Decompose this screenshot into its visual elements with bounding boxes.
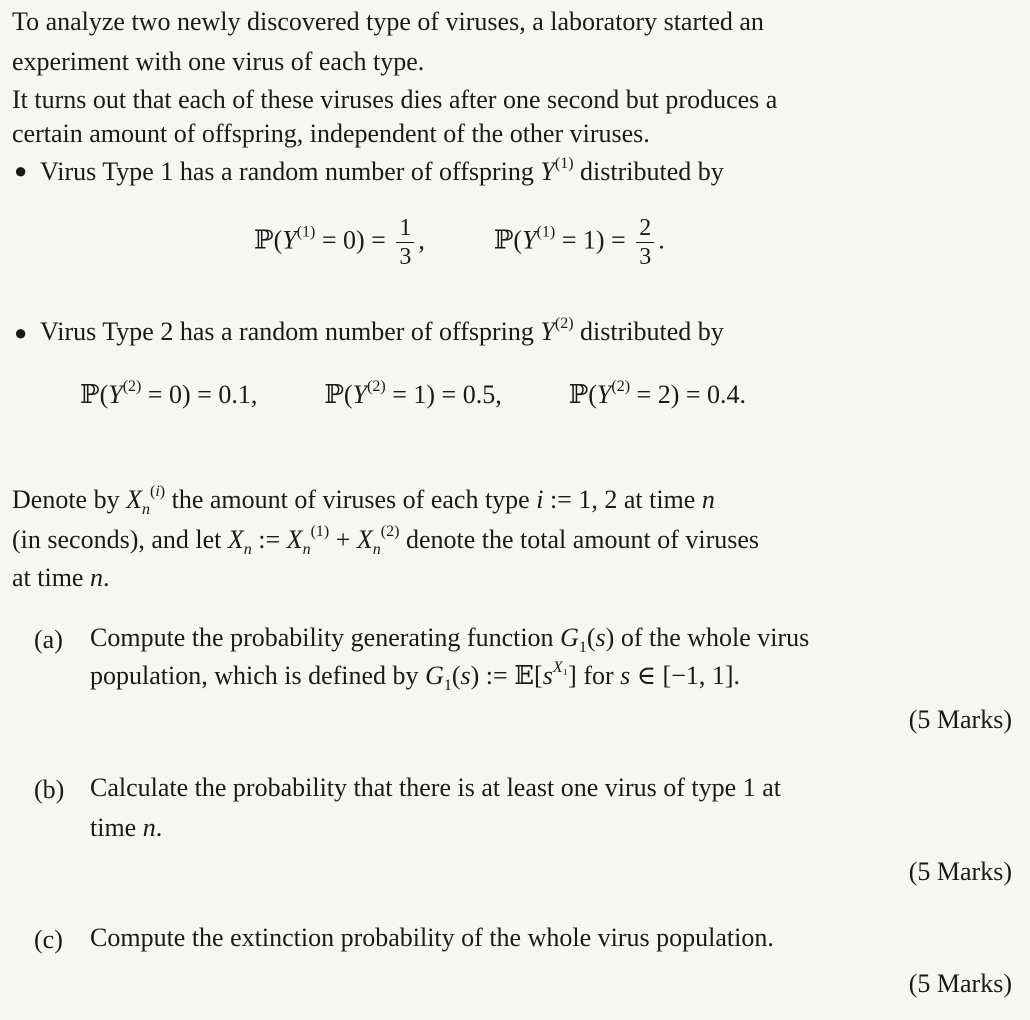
intro-line-3: It turns out that each of these viruses dies after one second but produces a (12, 85, 778, 114)
type2-tail: distributed by (580, 317, 724, 346)
type2-line: Virus Type 2 has a random number of offspring $Y^{(2)}$ distributed by (40, 315, 724, 346)
denote-line-1: Denote by $X_n^{(i)}$ the amount of viruses of each type i := 1, 2 at time n (12, 483, 715, 518)
type1-p1-fraction (636, 214, 654, 271)
type2-equation: $ℙ(Y^{(2)} = 0) = 0.1$, $ℙ(Y^{(2)} = 1) = 0.5$, $ℙ(Y^{(2)} = 2) = 0.4$. (80, 378, 747, 410)
denote-a: Denote by (12, 485, 120, 514)
denote-line-2: (in seconds), and let $X_n$ := $X_n^{(1)} + X_n^{(2)}$ denote the total amount of viruses (12, 523, 760, 558)
type1-p0-den: 3 (396, 242, 414, 271)
denote-e: denote the total amount of viruses (405, 525, 760, 554)
type1-line: Virus Type 1 has a random number of offspring $Y^{(1)}$ distributed by (40, 155, 724, 186)
type1-p0-num: 1 (399, 215, 412, 241)
intro-line-2: experiment with one virus of each type. (12, 47, 425, 76)
question-b-line-2: time n. (90, 813, 163, 842)
question-a-line-1: Compute the probability generating function $G_1(s)$ of the whole virus (90, 623, 810, 656)
type2-text: Virus Type 2 has a random number of offspring (40, 317, 534, 346)
question-a-text-1: Compute the probability generating function (90, 623, 554, 652)
intro-line-1: To analyze two newly discovered type of viruses, a laboratory started an (12, 7, 764, 36)
denote-line-3: at time n. (12, 563, 110, 592)
type1-equation: $ℙ(Y^{(1)} = 0)$ = $\frac{1}{3}$ , $ℙ(Y^{(1)} = 1)$ = $\frac{2}{3}$ . (254, 215, 665, 270)
question-a-text-4: for (583, 661, 614, 690)
type2-p1: 0.5 (462, 380, 496, 409)
marks-c: (5 Marks) (908, 969, 1012, 998)
denote-f: at time (12, 563, 84, 592)
type1-p0-fraction (396, 214, 414, 271)
type1-p1-num: 2 (639, 215, 652, 241)
question-a-line-2: population, which is defined by $G_1(s)$ := $𝔼[s^{X_1}]$ for s ∈ [−1, 1]. (90, 659, 741, 694)
type1-p1-den: 3 (636, 242, 654, 271)
question-b-label: (b) (34, 775, 65, 804)
marks-b: (5 Marks) (908, 857, 1012, 886)
question-c-label: (c) (34, 925, 63, 954)
type1-text: Virus Type 1 has a random number of offspring (40, 157, 534, 186)
question-c-line: Compute the extinction probability of the whole virus population. (90, 923, 774, 952)
type2-p2: 0.4 (707, 380, 740, 409)
intro-line-4: certain amount of offspring, independent of the other viruses. (12, 119, 650, 148)
marks-a: (5 Marks) (908, 705, 1012, 734)
denote-b: the amount of viruses of each type (171, 485, 530, 514)
bullet-icon: ● (14, 320, 28, 345)
denote-c: at time (623, 485, 696, 514)
question-b-text-2: time (90, 813, 137, 842)
question-a-text-2: of the whole virus (620, 623, 810, 652)
bullet-icon: ● (14, 158, 28, 183)
question-a-text-3: population, which is defined by (90, 661, 419, 690)
type1-tail: distributed by (580, 157, 724, 186)
question-a-label: (a) (34, 625, 63, 654)
question-b-line-1: Calculate the probability that there is at least one virus of type 1 at (90, 773, 781, 802)
denote-d: (in seconds), and let (12, 525, 222, 554)
type2-p0: 0.1 (218, 380, 251, 409)
